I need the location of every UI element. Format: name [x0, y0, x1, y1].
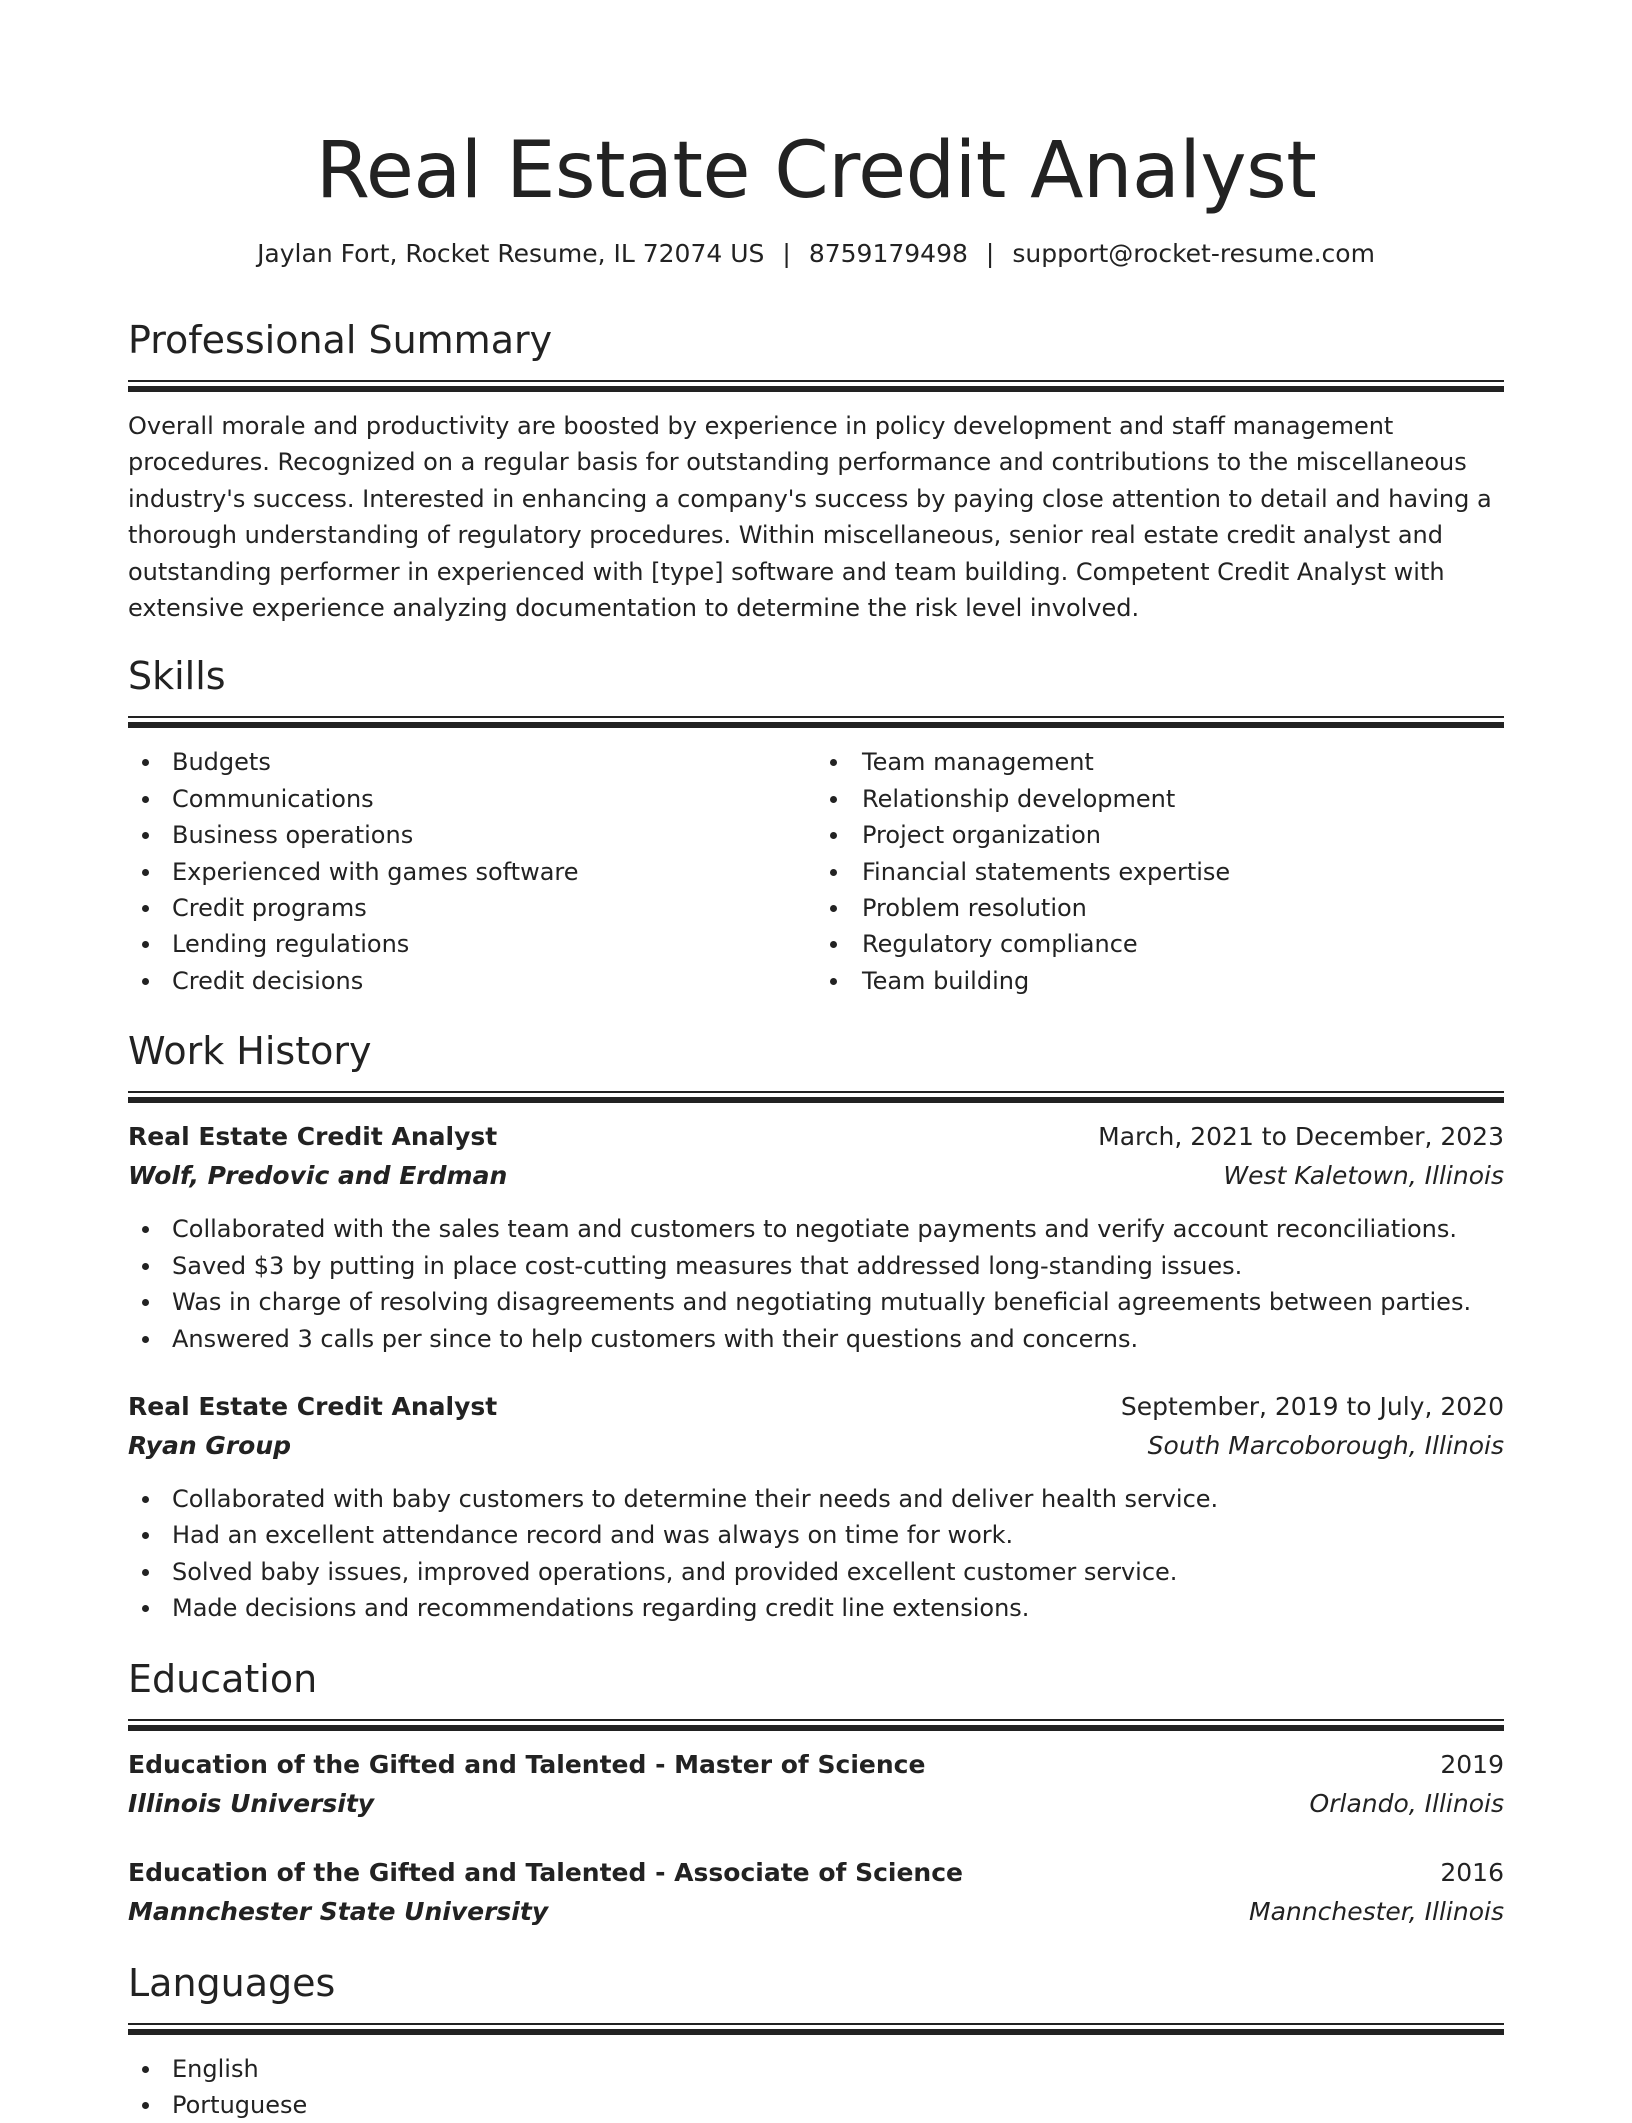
languages-heading: Languages: [128, 1960, 336, 2005]
skill-item: Financial statements expertise: [816, 854, 1504, 890]
job-bullet: Collaborated with the sales team and customers to negotiate payments and verify account reconciliations.: [128, 1211, 1504, 1247]
education-location: Orlando, Illinois: [1309, 1788, 1504, 1818]
skill-item: Problem resolution: [816, 890, 1504, 926]
education-school: Illinois University: [128, 1788, 375, 1818]
job-location: West Kaletown, Illinois: [1223, 1161, 1504, 1191]
skill-item: Business operations: [128, 817, 816, 853]
education-entry: [128, 1745, 1504, 1823]
resume-title: Real Estate Credit Analyst: [315, 126, 1317, 216]
skill-item: Lending regulations: [128, 926, 816, 962]
job-bullet: Solved baby issues, improved operations, and provided excellent customer service.: [128, 1554, 1504, 1590]
skill-item: Project organization: [816, 817, 1504, 853]
skills-section: [128, 652, 1504, 999]
skill-item: Team building: [816, 963, 1504, 999]
job-bullets: [128, 1481, 1504, 1627]
summary-section: [128, 316, 1504, 626]
contact-email: support@rocket-resume.com: [1012, 239, 1375, 268]
skills-heading: Skills: [128, 654, 226, 699]
skills-list-left: [128, 744, 816, 999]
languages-section: [128, 1959, 1504, 2123]
section-divider: [128, 2023, 1504, 2035]
section-divider: [128, 716, 1504, 728]
job-dates: September, 2019 to July, 2020: [1120, 1391, 1504, 1421]
summary-heading: Professional Summary: [128, 318, 553, 362]
job-bullet: Answered 3 calls per since to help customers with their questions and concerns.: [128, 1321, 1504, 1357]
skill-item: Communications: [128, 781, 816, 817]
job-bullet: Collaborated with baby customers to determine their needs and deliver health service.: [128, 1481, 1504, 1517]
education-section: [128, 1655, 1504, 1931]
job-bullet: Was in charge of resolving disagreements and negotiating mutually beneficial agreements between parties.: [128, 1284, 1504, 1320]
language-item: English: [128, 2051, 1504, 2087]
contact-phone: 8759179498: [808, 239, 968, 268]
education-degree: Education of the Gifted and Talented - Master of Science: [128, 1749, 926, 1779]
language-item: Portuguese: [128, 2087, 1504, 2123]
education-entry: [128, 1853, 1504, 1931]
contact-address: Jaylan Fort, Rocket Resume, IL 72074 US: [257, 239, 765, 268]
skills-list-right: [816, 744, 1504, 999]
job-entry: [128, 1387, 1504, 1627]
job-bullets: [128, 1211, 1504, 1357]
skill-item: Credit decisions: [128, 963, 816, 999]
education-school: Mannchester State University: [128, 1896, 549, 1926]
job-title: Real Estate Credit Analyst: [128, 1391, 498, 1421]
skills-columns: [128, 728, 1504, 999]
skill-item: Team management: [816, 744, 1504, 780]
education-heading: Education: [128, 1656, 318, 1701]
education-year: 2016: [1440, 1857, 1504, 1887]
summary-text: Overall morale and productivity are boosted by experience in policy development and staff management procedures. Recognized on a regular basis for outstanding performance and contributions to the miscellaneous industry's success. Interested in enhancing a company's success by paying close attention to detail and having a thorough understanding of regulatory procedures. Within miscellaneous, senior real estate credit analyst and outstanding performer in experienced with [type] software and team building. Competent Credit Analyst with extensive experience analyzing documentation to determine the risk level involved.: [128, 412, 1492, 623]
section-divider: [128, 1719, 1504, 1731]
contact-separator: |: [782, 239, 791, 268]
job-company: Ryan Group: [128, 1430, 292, 1460]
job-bullet: Saved $3 by putting in place cost-cutting measures that addressed long-standing issues.: [128, 1248, 1504, 1284]
work-history-section: [128, 1027, 1504, 1626]
skill-item: Credit programs: [128, 890, 816, 926]
job-title: Real Estate Credit Analyst: [128, 1122, 498, 1152]
education-year: 2019: [1440, 1749, 1504, 1779]
job-bullet: Had an excellent attendance record and was always on time for work.: [128, 1517, 1504, 1553]
contact-separator: |: [985, 239, 995, 268]
languages-list: [128, 2051, 1504, 2123]
skill-item: Budgets: [128, 744, 816, 780]
education-degree: Education of the Gifted and Talented - Associate of Science: [128, 1857, 963, 1887]
skill-item: Relationship development: [816, 781, 1504, 817]
section-divider: [128, 380, 1504, 392]
job-company: Wolf, Predovic and Erdman: [128, 1161, 508, 1191]
contact-line: [128, 236, 1504, 272]
skill-item: Regulatory compliance: [816, 926, 1504, 962]
education-location: Mannchester, Illinois: [1249, 1896, 1504, 1926]
work-history-heading: Work History: [128, 1029, 372, 1074]
job-dates: March, 2021 to December, 2023: [1098, 1122, 1504, 1152]
section-divider: [128, 1091, 1504, 1103]
job-bullet: Made decisions and recommendations regarding credit line extensions.: [128, 1590, 1504, 1626]
job-entry: [128, 1117, 1504, 1357]
job-location: South Marcoborough, Illinois: [1147, 1430, 1504, 1460]
skill-item: Experienced with games software: [128, 854, 816, 890]
resume-page: [128, 0, 1504, 2123]
